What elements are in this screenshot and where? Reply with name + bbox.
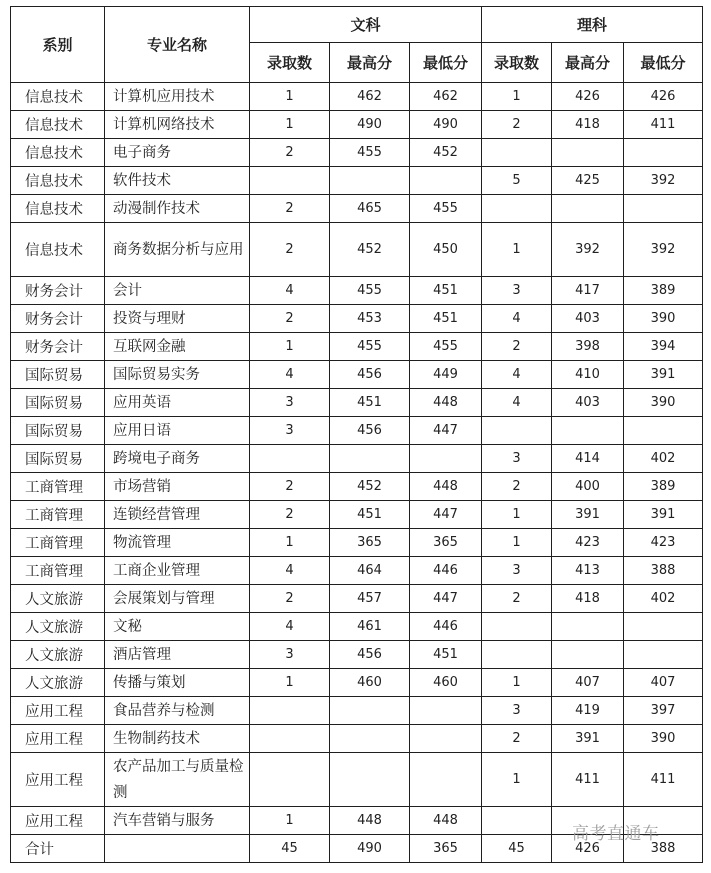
score-cell-s-n: 4 xyxy=(482,305,552,333)
header-major: 专业名称 xyxy=(105,7,250,83)
dept-cell: 财务会计 xyxy=(11,305,105,333)
score-cell-a-n: 3 xyxy=(250,417,330,445)
major-cell: 农产品加工与质量检测 xyxy=(105,753,250,807)
score-cell-s-n: 2 xyxy=(482,333,552,361)
score-cell-a-min: 450 xyxy=(410,223,482,277)
score-cell-s-min: 402 xyxy=(624,585,703,613)
score-cell-a-max: 465 xyxy=(330,195,410,223)
dept-cell: 工商管理 xyxy=(11,557,105,585)
dept-cell: 财务会计 xyxy=(11,277,105,305)
major-cell: 工商企业管理 xyxy=(105,557,250,585)
score-cell-s-max: 392 xyxy=(552,223,624,277)
major-cell: 物流管理 xyxy=(105,529,250,557)
dept-cell: 人文旅游 xyxy=(11,613,105,641)
table-row xyxy=(11,753,703,807)
table-row xyxy=(11,613,703,641)
score-cell-a-min: 455 xyxy=(410,333,482,361)
major-cell: 电子商务 xyxy=(105,139,250,167)
score-cell-s-n: 3 xyxy=(482,697,552,725)
major-cell xyxy=(105,835,250,863)
score-cell-a-min: 446 xyxy=(410,613,482,641)
score-cell-a-max: 464 xyxy=(330,557,410,585)
dept-cell: 国际贸易 xyxy=(11,389,105,417)
table-body xyxy=(11,83,703,863)
score-cell-a-n xyxy=(250,753,330,807)
score-cell-s-n: 1 xyxy=(482,501,552,529)
score-cell-a-n xyxy=(250,697,330,725)
score-cell-a-min: 447 xyxy=(410,585,482,613)
table-row xyxy=(11,83,703,111)
score-cell-s-max: 414 xyxy=(552,445,624,473)
score-cell-s-max: 426 xyxy=(552,83,624,111)
score-cell-s-max: 398 xyxy=(552,333,624,361)
score-cell-a-min: 452 xyxy=(410,139,482,167)
major-cell: 汽车营销与服务 xyxy=(105,807,250,835)
dept-cell: 国际贸易 xyxy=(11,361,105,389)
table-row xyxy=(11,725,703,753)
score-cell-a-min: 490 xyxy=(410,111,482,139)
score-cell-s-max: 391 xyxy=(552,501,624,529)
score-cell-a-min: 448 xyxy=(410,389,482,417)
score-cell-s-min xyxy=(624,139,703,167)
score-cell-s-max: 423 xyxy=(552,529,624,557)
dept-cell: 信息技术 xyxy=(11,223,105,277)
table-row xyxy=(11,361,703,389)
score-cell-a-n: 1 xyxy=(250,83,330,111)
score-cell-a-max: 462 xyxy=(330,83,410,111)
header-science-admitted: 录取数 xyxy=(482,43,552,83)
header-science-min: 最低分 xyxy=(624,43,703,83)
dept-cell: 合计 xyxy=(11,835,105,863)
table-row xyxy=(11,641,703,669)
major-cell: 应用日语 xyxy=(105,417,250,445)
table-row xyxy=(11,473,703,501)
score-cell-a-min: 455 xyxy=(410,195,482,223)
header-arts-max: 最高分 xyxy=(330,43,410,83)
score-cell-a-n xyxy=(250,167,330,195)
score-cell-a-n xyxy=(250,725,330,753)
table-row xyxy=(11,305,703,333)
score-cell-s-max: 411 xyxy=(552,753,624,807)
score-cell-a-min: 447 xyxy=(410,417,482,445)
score-cell-s-n: 3 xyxy=(482,557,552,585)
score-cell-a-n: 3 xyxy=(250,389,330,417)
score-cell-s-min: 390 xyxy=(624,725,703,753)
score-cell-s-min xyxy=(624,195,703,223)
table-row xyxy=(11,697,703,725)
score-cell-a-n: 3 xyxy=(250,641,330,669)
table-row xyxy=(11,167,703,195)
score-cell-s-min xyxy=(624,613,703,641)
score-cell-s-n: 2 xyxy=(482,725,552,753)
dept-cell: 应用工程 xyxy=(11,753,105,807)
score-cell-s-n: 1 xyxy=(482,223,552,277)
major-cell: 计算机网络技术 xyxy=(105,111,250,139)
score-cell-s-min: 391 xyxy=(624,501,703,529)
table-row xyxy=(11,585,703,613)
score-cell-s-n: 3 xyxy=(482,445,552,473)
score-cell-a-max: 456 xyxy=(330,417,410,445)
score-cell-s-n: 1 xyxy=(482,669,552,697)
dept-cell: 信息技术 xyxy=(11,195,105,223)
score-cell-s-max: 407 xyxy=(552,669,624,697)
table-row xyxy=(11,557,703,585)
score-cell-s-n xyxy=(482,613,552,641)
score-cell-a-max: 461 xyxy=(330,613,410,641)
score-cell-a-max: 455 xyxy=(330,139,410,167)
score-cell-a-min: 446 xyxy=(410,557,482,585)
score-cell-s-n xyxy=(482,417,552,445)
watermark: 高考直通车 xyxy=(572,824,660,844)
score-cell-a-n: 4 xyxy=(250,613,330,641)
table-row xyxy=(11,389,703,417)
dept-cell: 信息技术 xyxy=(11,167,105,195)
score-cell-s-max xyxy=(552,195,624,223)
major-cell: 软件技术 xyxy=(105,167,250,195)
score-cell-a-max: 490 xyxy=(330,835,410,863)
score-cell-s-n xyxy=(482,195,552,223)
score-cell-s-max: 418 xyxy=(552,585,624,613)
score-cell-s-min: 388 xyxy=(624,835,703,863)
score-cell-s-min: 397 xyxy=(624,697,703,725)
score-cell-a-max: 455 xyxy=(330,333,410,361)
table-row xyxy=(11,277,703,305)
major-cell: 互联网金融 xyxy=(105,333,250,361)
table-row xyxy=(11,669,703,697)
score-cell-a-n: 2 xyxy=(250,139,330,167)
score-cell-a-min xyxy=(410,697,482,725)
score-cell-a-n xyxy=(250,445,330,473)
score-cell-s-n: 4 xyxy=(482,361,552,389)
dept-cell: 人文旅游 xyxy=(11,585,105,613)
score-cell-a-n: 2 xyxy=(250,473,330,501)
score-cell-a-n: 1 xyxy=(250,333,330,361)
table-row xyxy=(11,139,703,167)
table-row xyxy=(11,223,703,277)
header-science: 理科 xyxy=(482,7,703,43)
score-cell-s-min: 407 xyxy=(624,669,703,697)
score-cell-a-min: 451 xyxy=(410,641,482,669)
score-cell-a-n: 45 xyxy=(250,835,330,863)
score-cell-s-max xyxy=(552,139,624,167)
score-cell-a-min: 449 xyxy=(410,361,482,389)
score-cell-a-max: 490 xyxy=(330,111,410,139)
score-cell-a-max xyxy=(330,697,410,725)
major-cell: 计算机应用技术 xyxy=(105,83,250,111)
score-cell-s-n: 1 xyxy=(482,753,552,807)
score-cell-s-n: 3 xyxy=(482,277,552,305)
dept-cell: 应用工程 xyxy=(11,697,105,725)
score-cell-s-min: 390 xyxy=(624,389,703,417)
score-cell-a-min: 448 xyxy=(410,473,482,501)
admission-scores-table xyxy=(10,6,703,863)
score-cell-a-n: 1 xyxy=(250,111,330,139)
score-cell-a-min: 451 xyxy=(410,305,482,333)
score-cell-s-max xyxy=(552,417,624,445)
score-cell-a-min: 365 xyxy=(410,835,482,863)
score-cell-s-max: 410 xyxy=(552,361,624,389)
score-cell-a-max: 453 xyxy=(330,305,410,333)
score-cell-a-max: 456 xyxy=(330,641,410,669)
score-cell-a-max: 460 xyxy=(330,669,410,697)
score-cell-a-max: 448 xyxy=(330,807,410,835)
score-cell-s-max: 425 xyxy=(552,167,624,195)
score-cell-a-min: 451 xyxy=(410,277,482,305)
score-cell-s-min: 426 xyxy=(624,83,703,111)
score-cell-s-n: 2 xyxy=(482,111,552,139)
dept-cell: 信息技术 xyxy=(11,83,105,111)
score-cell-a-n: 1 xyxy=(250,529,330,557)
score-cell-s-n: 45 xyxy=(482,835,552,863)
score-cell-s-max xyxy=(552,613,624,641)
major-cell: 会展策划与管理 xyxy=(105,585,250,613)
score-cell-s-max: 400 xyxy=(552,473,624,501)
table-row xyxy=(11,333,703,361)
table-row xyxy=(11,417,703,445)
major-cell: 文秘 xyxy=(105,613,250,641)
score-cell-s-max: 403 xyxy=(552,389,624,417)
score-cell-s-n: 2 xyxy=(482,473,552,501)
table-row xyxy=(11,445,703,473)
score-cell-s-max: 413 xyxy=(552,557,624,585)
score-cell-a-max: 451 xyxy=(330,501,410,529)
major-cell: 食品营养与检测 xyxy=(105,697,250,725)
score-cell-a-max xyxy=(330,445,410,473)
score-cell-s-max: 391 xyxy=(552,725,624,753)
score-cell-a-max: 457 xyxy=(330,585,410,613)
score-cell-a-n: 4 xyxy=(250,277,330,305)
score-cell-a-max: 452 xyxy=(330,473,410,501)
score-cell-a-min xyxy=(410,753,482,807)
header-science-max: 最高分 xyxy=(552,43,624,83)
table-row xyxy=(11,501,703,529)
score-cell-a-min xyxy=(410,445,482,473)
major-cell: 酒店管理 xyxy=(105,641,250,669)
dept-cell: 工商管理 xyxy=(11,501,105,529)
score-cell-a-max: 456 xyxy=(330,361,410,389)
score-cell-a-max: 365 xyxy=(330,529,410,557)
header-arts: 文科 xyxy=(250,7,482,43)
table-row xyxy=(11,529,703,557)
score-cell-s-n xyxy=(482,641,552,669)
dept-cell: 人文旅游 xyxy=(11,641,105,669)
score-cell-a-max: 452 xyxy=(330,223,410,277)
dept-cell: 国际贸易 xyxy=(11,417,105,445)
score-cell-a-n: 4 xyxy=(250,361,330,389)
score-cell-s-min: 411 xyxy=(624,111,703,139)
score-cell-a-n: 1 xyxy=(250,807,330,835)
major-cell: 商务数据分析与应用 xyxy=(105,223,250,277)
score-cell-s-min: 423 xyxy=(624,529,703,557)
dept-cell: 工商管理 xyxy=(11,529,105,557)
table-row xyxy=(11,111,703,139)
score-cell-a-max: 451 xyxy=(330,389,410,417)
dept-cell: 应用工程 xyxy=(11,807,105,835)
score-cell-s-max: 419 xyxy=(552,697,624,725)
score-cell-s-min: 392 xyxy=(624,167,703,195)
score-cell-s-max: 426 xyxy=(552,835,624,863)
score-cell-a-min: 448 xyxy=(410,807,482,835)
dept-cell: 工商管理 xyxy=(11,473,105,501)
score-cell-s-min: 391 xyxy=(624,361,703,389)
score-cell-s-min: 390 xyxy=(624,305,703,333)
dept-cell: 财务会计 xyxy=(11,333,105,361)
major-cell: 生物制药技术 xyxy=(105,725,250,753)
score-cell-a-n: 4 xyxy=(250,557,330,585)
score-cell-s-max: 418 xyxy=(552,111,624,139)
score-cell-a-min xyxy=(410,167,482,195)
score-cell-s-min: 402 xyxy=(624,445,703,473)
score-cell-s-min: 389 xyxy=(624,277,703,305)
score-cell-a-n: 2 xyxy=(250,195,330,223)
score-cell-s-max xyxy=(552,641,624,669)
score-cell-a-n: 2 xyxy=(250,585,330,613)
major-cell: 传播与策划 xyxy=(105,669,250,697)
score-cell-a-max: 455 xyxy=(330,277,410,305)
score-cell-a-n: 2 xyxy=(250,305,330,333)
score-cell-s-n: 4 xyxy=(482,389,552,417)
score-cell-a-min: 447 xyxy=(410,501,482,529)
score-cell-a-min: 460 xyxy=(410,669,482,697)
score-cell-s-min: 389 xyxy=(624,473,703,501)
major-cell: 应用英语 xyxy=(105,389,250,417)
dept-cell: 人文旅游 xyxy=(11,669,105,697)
major-cell: 跨境电子商务 xyxy=(105,445,250,473)
score-cell-s-min: 388 xyxy=(624,557,703,585)
major-cell: 市场营销 xyxy=(105,473,250,501)
score-cell-s-min: 394 xyxy=(624,333,703,361)
score-cell-s-min: 392 xyxy=(624,223,703,277)
header-dept: 系别 xyxy=(11,7,105,83)
header-arts-min: 最低分 xyxy=(410,43,482,83)
major-cell: 会计 xyxy=(105,277,250,305)
score-cell-a-n: 1 xyxy=(250,669,330,697)
score-cell-a-min: 462 xyxy=(410,83,482,111)
score-cell-a-max xyxy=(330,725,410,753)
score-cell-a-min xyxy=(410,725,482,753)
score-cell-s-n: 5 xyxy=(482,167,552,195)
dept-cell: 国际贸易 xyxy=(11,445,105,473)
score-cell-a-min: 365 xyxy=(410,529,482,557)
score-cell-s-n: 1 xyxy=(482,529,552,557)
score-cell-s-n: 1 xyxy=(482,83,552,111)
score-cell-a-max xyxy=(330,753,410,807)
dept-cell: 信息技术 xyxy=(11,139,105,167)
dept-cell: 信息技术 xyxy=(11,111,105,139)
major-cell: 投资与理财 xyxy=(105,305,250,333)
major-cell: 连锁经营管理 xyxy=(105,501,250,529)
score-cell-s-min xyxy=(624,417,703,445)
score-cell-s-min: 411 xyxy=(624,753,703,807)
table-row xyxy=(11,195,703,223)
score-cell-s-max: 417 xyxy=(552,277,624,305)
score-cell-s-n xyxy=(482,807,552,835)
score-cell-s-n: 2 xyxy=(482,585,552,613)
score-cell-a-max xyxy=(330,167,410,195)
score-cell-s-max: 403 xyxy=(552,305,624,333)
score-cell-a-n: 2 xyxy=(250,501,330,529)
score-cell-s-min xyxy=(624,641,703,669)
header-arts-admitted: 录取数 xyxy=(250,43,330,83)
dept-cell: 应用工程 xyxy=(11,725,105,753)
score-cell-s-n xyxy=(482,139,552,167)
major-cell: 国际贸易实务 xyxy=(105,361,250,389)
score-cell-a-n: 2 xyxy=(250,223,330,277)
major-cell: 动漫制作技术 xyxy=(105,195,250,223)
